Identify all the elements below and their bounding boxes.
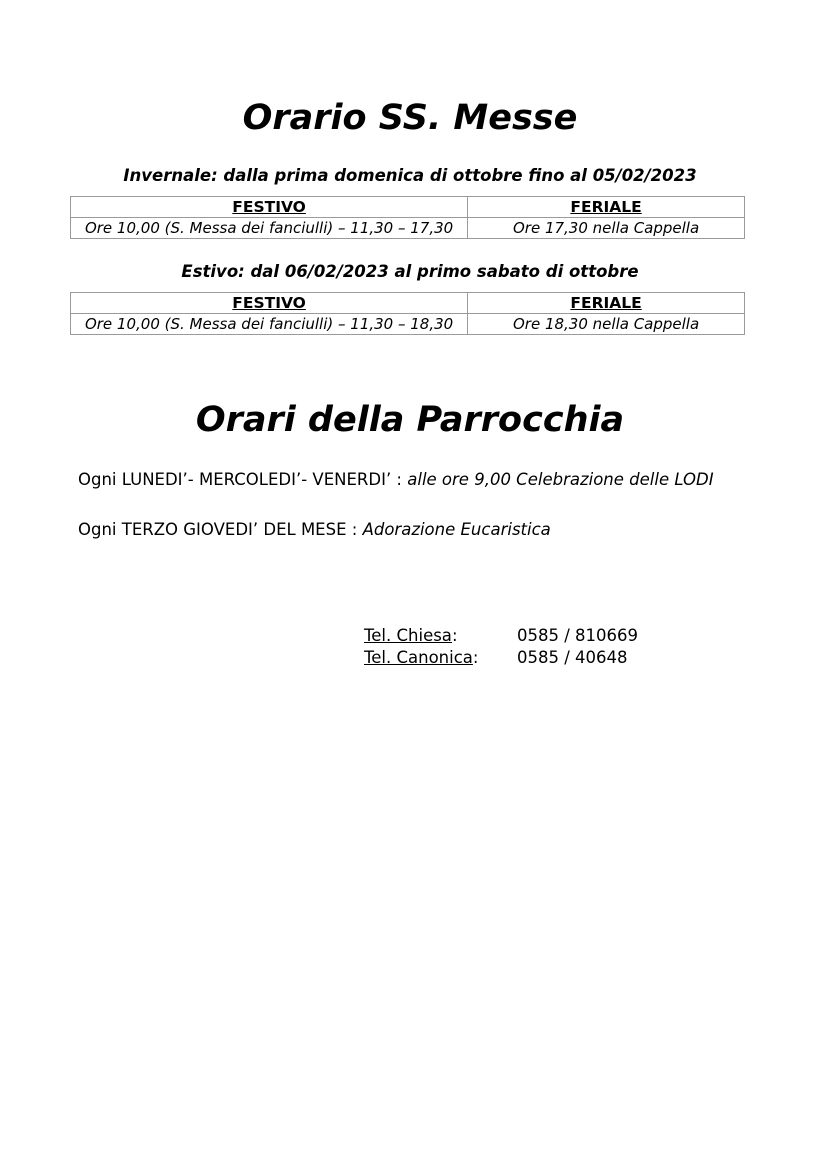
summer-schedule-table	[70, 292, 745, 335]
mass-schedule-title: Orario SS. Messe	[242, 98, 578, 138]
winter-schedule-table	[70, 196, 745, 239]
table-row	[71, 218, 745, 239]
contact-canonica	[364, 648, 628, 667]
feriale-header: FERIALE	[468, 197, 745, 218]
parish-line-label: Ogni LUNEDI’- MERCOLEDI’- VENERDI’ :	[78, 470, 402, 489]
parish-line-detail: Adorazione Eucaristica	[362, 520, 551, 539]
contact-colon: :	[472, 648, 479, 667]
feriale-times: Ore 17,30 nella Cappella	[468, 218, 745, 239]
parish-hours-title: Orari della Parrocchia	[195, 400, 625, 440]
table-header-row	[71, 293, 745, 314]
contact-chiesa	[364, 626, 639, 645]
winter-season-heading: Invernale: dalla prima domenica di ottobre fino al 05/02/2023	[123, 166, 697, 185]
feriale-header: FERIALE	[468, 293, 745, 314]
festivo-times: Ore 10,00 (S. Messa dei fanciulli) – 11,30 – 18,30	[71, 314, 468, 335]
parish-line-detail: alle ore 9,00 Celebrazione delle LODI	[407, 470, 714, 489]
festivo-times: Ore 10,00 (S. Messa dei fanciulli) – 11,30 – 17,30	[71, 218, 468, 239]
summer-season-heading: Estivo: dal 06/02/2023 al primo sabato di ottobre	[181, 262, 639, 281]
parish-line-label: Ogni TERZO GIOVEDI’ DEL MESE :	[78, 520, 358, 539]
feriale-times: Ore 18,30 nella Cappella	[468, 314, 745, 335]
contact-colon: :	[451, 626, 458, 645]
parish-line-adorazione	[78, 520, 551, 539]
parish-line-lodi	[78, 470, 714, 489]
festivo-header: FESTIVO	[71, 197, 468, 218]
contact-label: Tel. Chiesa	[364, 626, 452, 645]
festivo-header: FESTIVO	[71, 293, 468, 314]
contact-number: 0585 / 810669	[517, 626, 639, 645]
contact-label: Tel. Canonica	[364, 648, 473, 667]
table-header-row	[71, 197, 745, 218]
contact-number: 0585 / 40648	[517, 648, 628, 667]
table-row	[71, 314, 745, 335]
